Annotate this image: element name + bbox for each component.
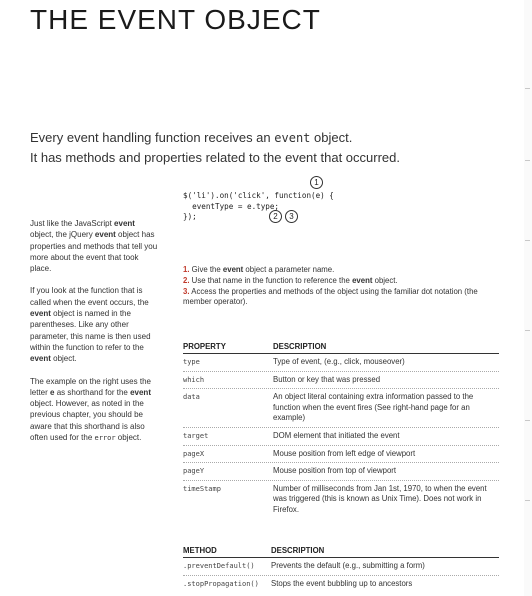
- sidebar-paragraph: If you look at the function that is called when the event occurs, the event object is named in the parentheses. Like any other parameter, this name is then used within the function to refer to the event object.: [30, 286, 151, 364]
- properties-table: [183, 342, 499, 519]
- callout-marker-3: 3: [285, 210, 298, 223]
- table-header: [183, 342, 499, 354]
- table-row: .preventDefault() Prevents the default (e.g., submitting a form): [183, 558, 499, 576]
- table-row: pageX Mouse position from left edge of viewport: [183, 446, 499, 464]
- intro-line-1: Every event handling function receives an event object.: [30, 130, 353, 145]
- margin-tick: [525, 160, 530, 161]
- code-example: [183, 191, 383, 223]
- callout-marker-1: 1: [310, 176, 323, 189]
- column-header: METHOD: [183, 546, 217, 555]
- sidebar-paragraph: Just like the JavaScript event object, the jQuery event object has properties and methods that tell you more about the event that took place.: [30, 219, 158, 274]
- table-row: data An object literal containing extra information passed to the function when the event fires (See right-hand page for an example): [183, 389, 499, 428]
- step-item: 1. Give the event object a parameter name.: [183, 265, 335, 274]
- table-row: timeStamp Number of milliseconds from Jan 1st, 1970, to when the event was triggered (this is known as Unix Time). Does not work in Firefox.: [183, 483, 487, 514]
- code-line: $('li').on('click', function(e) {: [183, 191, 334, 200]
- step-item: 3. Access the properties and methods of the object using the familiar dot notation (the member operator).: [183, 286, 478, 307]
- table-row: .stopPropagation() Stops the event bubbling up to ancestors: [183, 578, 413, 588]
- code-line: });: [183, 212, 197, 221]
- page-edge: [524, 0, 532, 596]
- margin-tick: [525, 88, 530, 89]
- sidebar-text: [30, 218, 160, 455]
- callout-marker-2: 2: [269, 210, 282, 223]
- intro-text: [30, 128, 500, 168]
- table-header: [183, 546, 499, 558]
- steps-list: [183, 265, 483, 308]
- code-line: eventType = e.type;: [183, 201, 280, 211]
- margin-tick: [525, 240, 530, 241]
- column-header: PROPERTY: [183, 342, 226, 351]
- step-item: 2. Use that name in the function to reference the event object.: [183, 275, 398, 285]
- table-row: type Type of event, (e.g., click, mouseover): [183, 354, 499, 372]
- margin-tick: [525, 420, 530, 421]
- intro-line-2: It has methods and properties related to the event that occurred.: [30, 150, 400, 165]
- table-row: which Button or key that was pressed: [183, 372, 499, 390]
- sidebar-paragraph: The example on the right uses the letter e as shorthand for the event object. However, as noted in the previous chapter, you should be aware that this shorthand is also often used for the error object.: [30, 376, 151, 443]
- margin-tick: [525, 500, 530, 501]
- table-row: target DOM element that initiated the event: [183, 428, 499, 446]
- methods-table: [183, 546, 499, 592]
- column-header: DESCRIPTION: [271, 546, 325, 555]
- intro-code-word: event: [274, 131, 311, 145]
- margin-tick: [525, 330, 530, 331]
- table-row: pageY Mouse position from top of viewport: [183, 463, 499, 481]
- page-title: THE EVENT OBJECT: [30, 4, 321, 35]
- column-header: DESCRIPTION: [273, 342, 327, 351]
